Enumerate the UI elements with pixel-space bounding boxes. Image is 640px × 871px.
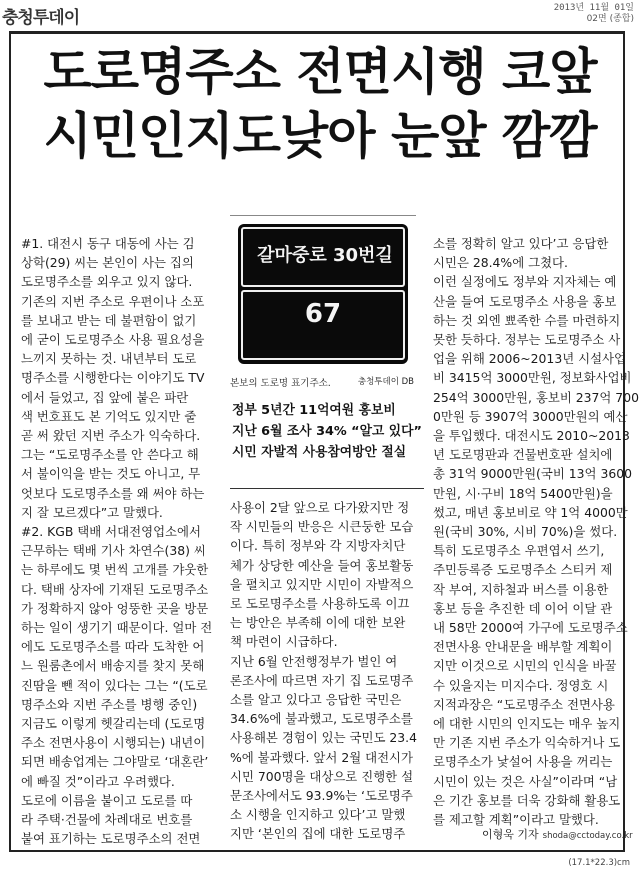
- text-line: 를 제고할 계획”이라고 말했다.: [433, 812, 599, 828]
- text-line: 만 기존 지번 주소가 익숙하거나 도: [433, 735, 621, 751]
- reporter-name: 이형욱 기자: [482, 828, 539, 841]
- text-line: 사용이 2달 앞으로 다가왔지만 정: [230, 500, 410, 515]
- headline-line-1: 도로명주소 전면시행 코앞: [43, 43, 597, 101]
- text-line: 에 대한 시민의 인지도는 매우 높지: [433, 716, 621, 732]
- photo-credit: 충청투데이 DB: [357, 377, 414, 387]
- text-line: 비 3415억 3000만원, 정보화사업비: [433, 370, 632, 386]
- text-line: 못한 듯하다. 정부는 도로명주소 사: [433, 332, 621, 348]
- text-line: 도로에 이름을 붙이고 도로를 따: [21, 792, 193, 808]
- text-line: 되면 배송업계는 그야말로 ‘대혼란’: [21, 754, 209, 770]
- photo-caption: [230, 375, 416, 389]
- subhead-divider: [230, 488, 424, 489]
- masthead: [0, 0, 640, 32]
- text-line: 전면사용 안내문을 배부할 계획이: [433, 639, 613, 655]
- text-line: 작 부여, 지하철과 버스를 이용한: [433, 581, 609, 597]
- text-line: 지적과장은 “도로명주소 전면사용: [433, 696, 615, 712]
- text-line: 에 굳이 도로명주소 사용 필요성을: [21, 332, 205, 348]
- text-line: 주민등록증 도로명주소 스티커 제: [433, 562, 613, 578]
- text-line: 기존의 지번 주소로 우편이나 소포: [21, 293, 205, 309]
- text-line: 붙여 표기하는 도로명주소의 전면: [21, 831, 201, 847]
- text-line: 엇보다 도로명주소를 왜 써야 하는: [21, 485, 205, 501]
- text-line: 소를 정확히 알고 있다’고 응답한: [433, 236, 609, 251]
- text-line: 로명주소가 낯설어 사용을 꺼리는: [433, 754, 613, 770]
- article-column-2: [230, 498, 424, 844]
- text-line: 254억 3000만원, 홍보비 237억 700: [433, 389, 639, 405]
- text-line: 체가 상당한 예산을 들여 홍보활동: [230, 557, 414, 573]
- text-line: 명주소를 시행한다는 이야기도 TV: [21, 370, 205, 386]
- subhead: 정부 5년간 11억여원 홍보비: [232, 403, 396, 418]
- headline-line-2: 시민인지도낮아 눈앞 깜깜: [43, 107, 597, 165]
- sign-road-name: 갈마중로 30번길: [257, 245, 393, 266]
- text-line: 이다. 특히 정부와 각 지방자치단: [230, 538, 406, 554]
- article-column-3: [433, 234, 639, 829]
- text-line: 소 시행을 인지하고 있다’고 말했: [230, 807, 406, 823]
- text-line: 하는 것 외엔 뾰족한 수를 마련하지: [433, 312, 621, 328]
- text-line: 썼고, 매년 홍보비로 약 1억 4000만: [433, 504, 628, 520]
- text-line: 지난 6월 안전행정부가 벌인 여: [230, 653, 398, 669]
- text-line: 작 시민들의 반응은 시큰둥한 모습: [230, 519, 414, 535]
- text-line: 하는 일이 생기기 때문이다. 얼마 전: [21, 620, 213, 636]
- road-sign: [238, 224, 408, 364]
- text-line: 느끼지 못하는 것. 내년부터 도로: [21, 351, 197, 367]
- text-line: 홍보 등을 추진한 데 이어 이달 관: [433, 600, 613, 616]
- subheads: [232, 400, 426, 463]
- text-line: 가 정확하지 않아 엉뚱한 곳을 방문: [21, 600, 209, 616]
- article-column-1: [21, 234, 211, 849]
- text-line: 34.6%에 불과했고, 도로명주소를: [230, 711, 413, 727]
- text-line: 색 번호표도 본 기억도 있지만 줄: [21, 408, 197, 424]
- photo-frame: [230, 215, 416, 374]
- text-line: 론조사에 따르면 자기 집 도로명주: [230, 672, 414, 688]
- text-line: 주소 전면사용이 시행되는) 내년이: [21, 735, 206, 751]
- text-line: 서 불이익을 받는 것도 아니고, 무: [21, 466, 201, 482]
- text-line: 만원, 시·구비 18억 5400만원)을: [433, 485, 613, 501]
- text-line: 상학(29) 씨는 본인이 사는 집의: [21, 255, 194, 271]
- text-line: 는 방안은 부족해 이에 대한 보완: [230, 615, 406, 631]
- sign-building-number: 67: [304, 299, 342, 329]
- issue-page: 02면 (종합): [586, 14, 634, 24]
- text-line: 지 잘 모르겠다”고 말했다.: [21, 504, 163, 520]
- text-line: 총 31억 9000만원(국비 13억 3600: [433, 466, 632, 482]
- text-line: 명주소와 지번 주소를 병행 중인): [21, 696, 198, 712]
- text-line: 은 기간 홍보를 더욱 강화해 활용도: [433, 792, 621, 808]
- text-line: 에 빠질 것”이라고 우려했다.: [21, 773, 175, 789]
- text-line: 지만 ‘본인의 집에 대한 도로명주: [230, 826, 406, 842]
- text-line: 0만원 등 3907억 3000만원의 예산: [433, 408, 628, 424]
- paper-name: 충청투데이: [2, 8, 80, 28]
- text-line: 지만 이것으로 시민의 인식을 바꿀: [433, 658, 617, 674]
- text-line: 을 투입했다. 대전시도 2010~2013: [433, 428, 630, 444]
- text-line: 책 마련이 시급하다.: [230, 634, 338, 650]
- text-line: 라 주택·건물에 차례대로 번호를: [21, 812, 193, 828]
- text-line: 를 보내고 받는 데 불편함이 없기: [21, 312, 197, 328]
- text-line: 원(국비 30%, 시비 70%)을 썼다.: [433, 524, 618, 540]
- reporter-email[interactable]: shoda@cctoday.co.kr: [542, 831, 633, 841]
- text-line: #2. KGB 택배 서대전영업소에서: [21, 524, 201, 540]
- text-line: 곧 써 왔던 지번 주소가 익숙하다.: [21, 428, 201, 444]
- text-line: 도로명주소를 외우고 있지 않다.: [21, 274, 193, 290]
- road-sign-photo: [230, 215, 416, 391]
- issue-date: 2013년 11월 01일: [553, 3, 634, 13]
- text-line: 내 58만 2000여 가구에 도로명주소: [433, 620, 628, 636]
- text-line: 년 도로명판과 건물번호판 설치에: [433, 447, 613, 463]
- text-line: 근무하는 택배 기사 차연수(38) 씨: [21, 543, 206, 559]
- subhead: 지난 6월 조사 34% “알고 있다”: [232, 424, 422, 439]
- text-line: 문조사에서도 93.9%는 ‘도로명주: [230, 788, 413, 804]
- size-note: (17.1*22.3)cm: [568, 858, 630, 868]
- text-line: 시민 700명을 대상으로 진행한 설: [230, 768, 414, 784]
- text-line: 에서 들었고, 집 앞에 붙은 파란: [21, 389, 189, 405]
- text-line: 로 도로명주소를 사용하도록 이끄: [230, 596, 410, 612]
- text-line: %에 불과했다. 앞서 2월 대전시가: [230, 749, 413, 765]
- text-line: 소를 알고 있다고 응답한 국민은: [230, 692, 402, 708]
- text-line: 다. 택배 상자에 기재된 도로명주소: [21, 581, 209, 597]
- caption-text: 본보의 도로명 표기주소.: [230, 378, 331, 389]
- text-line: 업을 위해 2006~2013년 시설사업: [433, 351, 626, 367]
- text-line: 느 원룸촌에서 배송지를 찾지 못해: [21, 658, 205, 674]
- text-line: #1. 대전시 동구 대동에 사는 김: [21, 236, 195, 251]
- text-line: 그는 “도로명주소를 안 쓴다고 해: [21, 447, 199, 463]
- text-line: 특히 도로명주소 우편엽서 쓰기,: [433, 543, 605, 559]
- text-line: 을 펼치고 있지만 시민이 자발적으: [230, 576, 414, 592]
- text-line: 수 있을지는 미지수다. 정영호 시: [433, 677, 609, 693]
- text-line: 진땀을 뺀 적이 있다는 그는 “(도로: [21, 677, 208, 693]
- text-line: 사용해본 경험이 있는 국민도 23.4: [230, 730, 417, 746]
- headline: [0, 40, 640, 168]
- text-line: 는 하루에도 몇 번씩 고개를 갸웃한: [21, 562, 209, 578]
- text-line: 지금도 이렇게 헷갈리는데 (도로명: [21, 716, 206, 732]
- text-line: 이런 실정에도 정부와 지자체는 예: [433, 274, 617, 290]
- text-line: 시민이 있는 것은 사실”이라며 “남: [433, 773, 618, 789]
- subhead: 시민 자발적 사용참여방안 절실: [232, 445, 407, 460]
- byline: [482, 826, 633, 842]
- text-line: 산을 들여 도로명주소 사용을 홍보: [433, 293, 617, 309]
- text-line: 에도 도로명주소를 따라 도착한 어: [21, 639, 205, 655]
- text-line: 시민은 28.4%에 그쳤다.: [433, 255, 568, 271]
- sign-top-panel: [241, 227, 405, 287]
